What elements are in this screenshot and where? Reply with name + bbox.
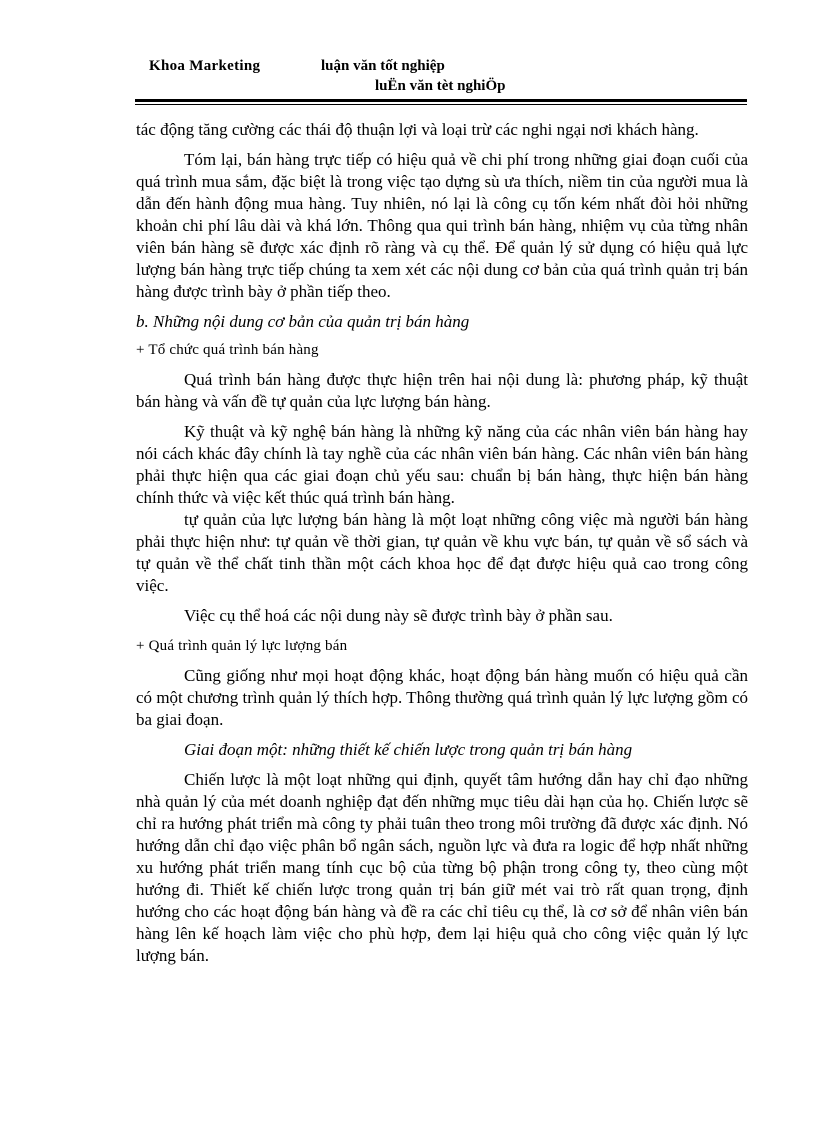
subsection-heading: + Quá trình quản lý lực lượng bán <box>136 638 348 654</box>
page-header <box>135 54 747 104</box>
header-title-garbled: luËn văn tèt nghiÖp <box>375 78 506 94</box>
paragraph: Cũng giống như mọi hoạt động khác, hoạt động bán hàng muốn có hiệu quả cần có một chương trình quản lý thích hợp. Thông thường quá trình quản lý lực lượng gồm có ba giai đoạn. <box>136 666 748 729</box>
stage-heading: Giai đoạn một: những thiết kế chiến lược trong quản trị bán hàng <box>184 740 633 759</box>
header-rule-thin <box>135 104 747 105</box>
paragraph: Việc cụ thể hoá các nội dung này sẽ được trình bày ở phần sau. <box>184 606 613 625</box>
header-rule-thick <box>135 99 747 102</box>
page-body <box>136 119 748 975</box>
paragraph: Quá trình bán hàng được thực hiện trên hai nội dung là: phương pháp, kỹ thuật bán hàng và vấn đề tự quản của lực lượng bán hàng. <box>136 370 748 411</box>
paragraph: tự quản của lực lượng bán hàng là một loạt những công việc mà người bán hàng phải thực hiện như: tự quản về thời gian, tự quản về khu vực bán, tự quản về sổ sách và tự quản về thể chất tinh thần một cách khoa học để đạt được hiệu quả cao trong công việc. <box>136 510 748 595</box>
header-title: luận văn tốt nghiệp <box>321 58 445 74</box>
header-department: Khoa Marketing <box>149 58 261 74</box>
paragraph: tác động tăng cường các thái độ thuận lợi và loại trừ các nghi ngại nơi khách hàng. <box>136 120 699 139</box>
paragraph: Chiến lược là một loạt những qui định, quyết tâm hướng dẫn hay chỉ đạo những nhà quản lý của mét doanh nghiệp đạt đến những mục tiêu dài hạn của họ. Chiến lược sẽ chỉ ra hướng phát triển mà công ty phải tuân theo trong môi trường đã được xác định. Nó hướng dẫn chỉ đạo việc phân bổ ngân sách, nguồn lực và đưa ra logic để hợp nhất những xu hướng phát triển mang tính cục bộ của từng bộ phận trong công ty, theo cùng một hướng đi. Thiết kế chiến lược trong quản trị bán giữ mét vai trò rất quan trọng, định hướng cho các hoạt động bán hàng và đề ra các chỉ tiêu cụ thể, là cơ sở để nhân viên bán hàng lên kế hoạch làm việc cho phù hợp, đem lại hiệu quả cho công việc quản lý lực lượng bán. <box>136 770 748 965</box>
paragraph: Kỹ thuật và kỹ nghệ bán hàng là những kỹ năng của các nhân viên bán hàng hay nói cách khác đây chính là tay nghề của các nhân viên bán hàng. Các nhân viên bán hàng phải thực hiện qua các giai đoạn chủ yếu sau: chuẩn bị bán hàng, thực hiện bán hàng chính thức và việc kết thúc quá trình bán hàng. <box>136 422 748 507</box>
subsection-heading: + Tổ chức quá trình bán hàng <box>136 342 319 358</box>
section-heading: b. Những nội dung cơ bản của quản trị bán hàng <box>136 312 470 331</box>
paragraph: Tóm lại, bán hàng trực tiếp có hiệu quả về chi phí trong những giai đoạn cuối của quá trình mua sắm, đặc biệt là trong việc tạo dựng sù ưa thích, niềm tin của người mua là dẫn đến hành động mua hàng. Tuy nhiên, nó lại là công cụ tốn kém nhất đòi hỏi những khoản chi phí lâu dài và khá lớn. Thông qua qui trình bán hàng, nhiệm vụ của từng nhân viên bán hàng sẽ được xác định rõ ràng và cụ thể. Để quản lý sử dụng có hiệu quả lực lượng bán hàng trực tiếp chúng ta xem xét các nội dung cơ bản của quá trình quản trị bán hàng được trình bày ở phần tiếp theo. <box>136 150 748 301</box>
